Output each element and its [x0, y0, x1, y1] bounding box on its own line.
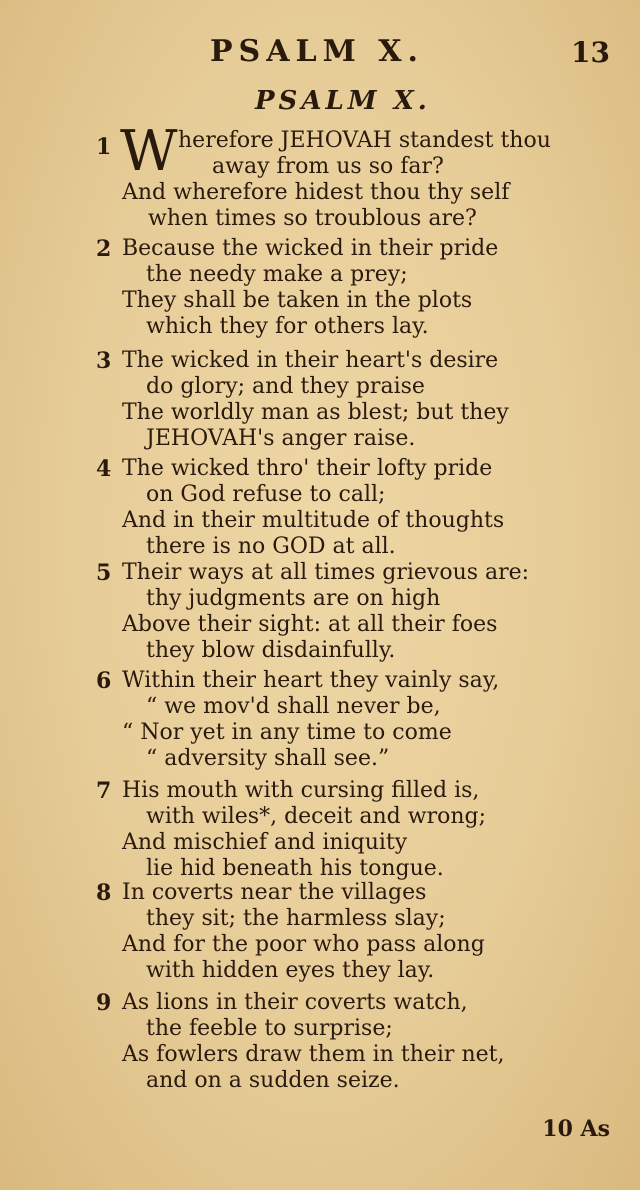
- verse-line: Above their sight: at all their foes: [122, 612, 498, 637]
- verse-line: And in their multitude of thoughts: [122, 508, 505, 533]
- verse-line: As lions in their coverts watch,: [122, 990, 468, 1015]
- verse-line: In coverts near the villages: [122, 880, 427, 905]
- verse-line: Within their heart they vainly say,: [122, 668, 500, 693]
- verse-number: 8: [96, 880, 112, 906]
- verse-number: 7: [96, 778, 112, 804]
- verse-line: with hidden eyes they lay.: [146, 958, 435, 983]
- verse-line: when times so troublous are?: [148, 206, 477, 231]
- verse-number: 3: [96, 348, 112, 374]
- verse-line: with wiles*, deceit and wrong;: [146, 804, 487, 829]
- verse-number: 2: [96, 236, 112, 262]
- verse-line: there is no GOD at all.: [146, 534, 396, 559]
- verse-number: 9: [96, 990, 112, 1016]
- catchword: 10 As: [542, 1116, 610, 1142]
- running-head: PSALM X.: [210, 34, 424, 69]
- verse-number: 5: [96, 560, 112, 586]
- verse-number: 1: [96, 134, 112, 160]
- verse-line: And mischief and iniquity: [122, 830, 408, 855]
- verse-line: As fowlers draw them in their net,: [122, 1042, 505, 1067]
- verse-line: The wicked thro' their lofty pride: [122, 456, 493, 481]
- verse-line: Their ways at all times grievous are:: [122, 560, 530, 585]
- verse-line: lie hid beneath his tongue.: [146, 856, 444, 881]
- verse-line: “ we mov'd shall never be,: [146, 694, 441, 719]
- verse-line: “ Nor yet in any time to come: [122, 720, 452, 745]
- verse-line: the needy make a prey;: [146, 262, 408, 287]
- verse-line: herefore JEHOVAH standest thou: [178, 128, 551, 153]
- verse-line: Because the wicked in their pride: [122, 236, 499, 261]
- verse-line: they sit; the harmless slay;: [146, 906, 446, 931]
- psalm-title: PSALM X.: [255, 86, 431, 116]
- verse-line: which they for others lay.: [146, 314, 429, 339]
- verse-line: And for the poor who pass along: [122, 932, 485, 957]
- verse-line: and on a sudden seize.: [146, 1068, 400, 1093]
- verse-line: away from us so far?: [212, 154, 444, 179]
- verse-line: They shall be taken in the plots: [122, 288, 473, 313]
- drop-cap: W: [120, 119, 178, 184]
- verse-line: thy judgments are on high: [146, 586, 441, 611]
- verse-number: 6: [96, 668, 112, 694]
- verse-line: do glory; and they praise: [146, 374, 425, 399]
- verse-line: the feeble to surprise;: [146, 1016, 393, 1041]
- verse-line: The wicked in their heart's desire: [122, 348, 499, 373]
- verse-number: 4: [96, 456, 112, 482]
- verse-line: they blow disdainfully.: [146, 638, 396, 663]
- page-number: 13: [571, 36, 610, 69]
- verse-line: JEHOVAH's anger raise.: [146, 426, 416, 451]
- verse-line: “ adversity shall see.”: [146, 746, 390, 771]
- verse-line: And wherefore hidest thou thy self: [122, 180, 510, 205]
- verse-line: His mouth with cursing filled is,: [122, 778, 480, 803]
- verse-line: on God refuse to call;: [146, 482, 386, 507]
- verse-line: The worldly man as blest; but they: [122, 400, 509, 425]
